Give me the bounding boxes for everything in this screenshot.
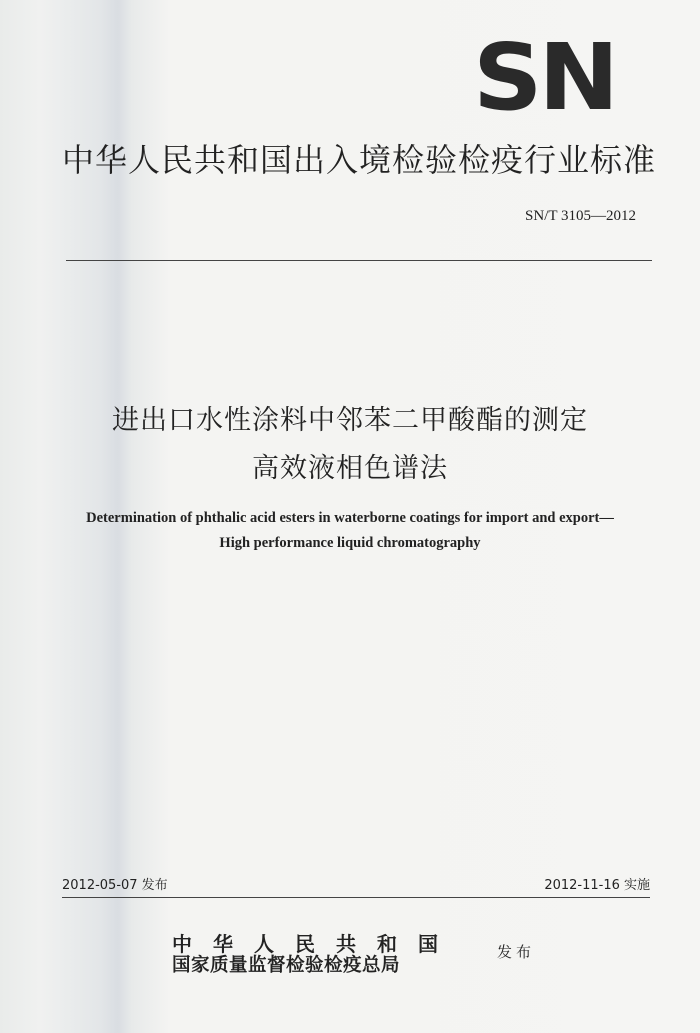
title-en-line1: Determination of phthalic acid esters in waterborne coatings for import and export— (86, 510, 614, 526)
issue-date: 2012-05-07 发布 (62, 878, 168, 893)
implement-date: 2012-11-16 实施 (544, 878, 650, 893)
standard-code: SN/T 3105—2012 (525, 208, 636, 224)
issuer-line1: 中华人民共和国 (172, 932, 459, 956)
issuer-line2: 国家质量监督检验检疫总局 (172, 955, 401, 976)
publish-label: 发布 (497, 943, 536, 961)
bottom-divider (62, 897, 650, 898)
org-title: 中华人民共和国出入境检验检疫行业标准 (62, 141, 657, 179)
top-divider (66, 260, 652, 261)
sn-logo: SN (472, 24, 616, 131)
title-en-line2: High performance liquid chromatography (219, 535, 481, 551)
title-cn-line2: 高效液相色谱法 (252, 453, 448, 484)
title-cn-line1: 进出口水性涂料中邻苯二甲酸酯的测定 (112, 405, 588, 436)
